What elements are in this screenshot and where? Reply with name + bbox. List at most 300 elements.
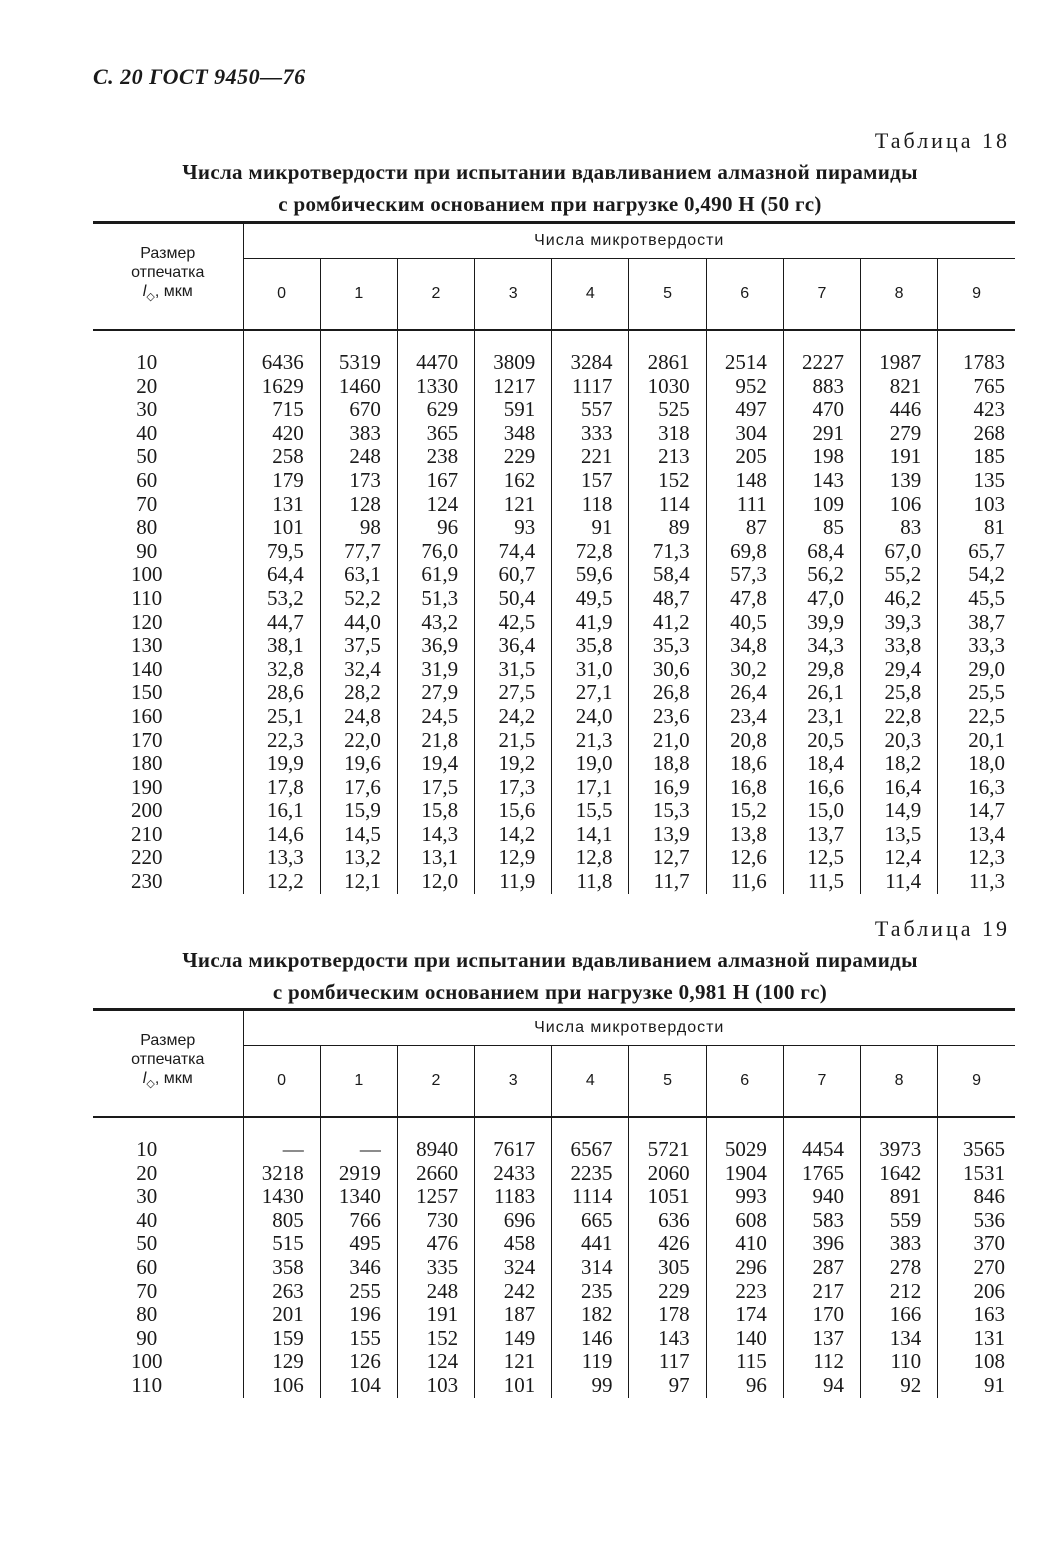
size-header-line3	[93, 282, 243, 307]
hardness-value-cell: 11,3	[969, 869, 1005, 894]
spacer-cell	[475, 330, 552, 351]
hardness-value-cell: 12,5	[783, 846, 860, 870]
hardness-value-cell: 129	[243, 1350, 320, 1374]
hardness-value-cell: 1114	[552, 1185, 629, 1209]
hardness-value-cell: 23,6	[629, 705, 706, 729]
size-cell: 130	[93, 634, 243, 658]
table-row	[93, 516, 1015, 540]
hardness-value-cell: 91	[984, 1372, 1005, 1397]
hardness-value-cell: 48,7	[629, 587, 706, 611]
hardness-value-cell: 108	[973, 1349, 1005, 1374]
hardness-value-cell: 43,2	[397, 611, 474, 635]
table-row	[93, 493, 1015, 517]
hardness-value-cell: 146	[552, 1327, 629, 1351]
hardness-value-cell: 15,6	[475, 799, 552, 823]
hardness-value-cell: 14,3	[397, 823, 474, 847]
hardness-value-cell: 99	[552, 1374, 629, 1398]
table-row	[93, 1138, 1015, 1162]
hardness-value-cell: 18,0	[968, 751, 1005, 776]
hardness-value-cell: 495	[320, 1232, 397, 1256]
table-row	[93, 1280, 1015, 1304]
hardness-value-cell: —	[320, 1138, 397, 1162]
hardness-value-cell: 370	[973, 1231, 1005, 1256]
hardness-value-cell: 57,3	[706, 563, 783, 587]
hardness-value-cell: 68,4	[783, 540, 860, 564]
size-cell: 40	[93, 1209, 243, 1233]
digit-header: 9	[972, 1072, 982, 1089]
hardness-value-cell: 2660	[397, 1162, 474, 1186]
hardness-value-cell: 21,8	[397, 729, 474, 753]
table-row	[93, 705, 1015, 729]
table-row	[93, 1256, 1015, 1280]
size-cell: 70	[93, 1280, 243, 1304]
hardness-value-cell: 26,4	[706, 681, 783, 705]
size-cell: 20	[93, 1162, 243, 1186]
hardness-value-cell: 20,5	[783, 729, 860, 753]
hardness-value-cell: 134	[861, 1327, 938, 1351]
hardness-value-cell: 140	[706, 1327, 783, 1351]
hardness-value-cell: 13,1	[397, 846, 474, 870]
hardness-value-cell: 20,3	[861, 729, 938, 753]
hardness-value-cell: 198	[783, 445, 860, 469]
size-cell: 170	[93, 729, 243, 753]
hardness-value-cell: 1783	[963, 350, 1005, 374]
hardness-value-cell: 8940	[397, 1138, 474, 1162]
size-cell: 30	[93, 398, 243, 422]
hardness-value-cell: 12,8	[552, 846, 629, 870]
hardness-value-cell: 12,6	[706, 846, 783, 870]
hardness-value-cell: 213	[629, 445, 706, 469]
hardness-value-cell: 143	[783, 469, 860, 493]
hardness-value-cell: 2235	[552, 1162, 629, 1186]
table-18-title-line1: Числа микротвердости при испытании вдавливанием алмазной пирамиды	[182, 160, 918, 184]
spacer-cell	[320, 330, 397, 351]
hardness-value-cell: 101	[475, 1374, 552, 1398]
hardness-value-cell: 940	[783, 1185, 860, 1209]
hardness-value-cell: 16,9	[629, 776, 706, 800]
hardness-value-cell: 173	[320, 469, 397, 493]
hardness-value-cell: 157	[552, 469, 629, 493]
hardness-value-cell: 112	[783, 1350, 860, 1374]
hardness-value-cell: 85	[783, 516, 860, 540]
hardness-value-cell: 25,5	[968, 680, 1005, 705]
size-cell: 180	[93, 752, 243, 776]
digit-header: 2	[397, 259, 474, 331]
digit-header: 5	[629, 1046, 706, 1118]
hardness-value-cell: 29,8	[783, 658, 860, 682]
hardness-value-cell: 212	[861, 1280, 938, 1304]
digit-header: 8	[861, 1046, 938, 1118]
hardness-value-cell: 33,3	[968, 633, 1005, 658]
hardness-value-cell: 636	[629, 1209, 706, 1233]
table-row	[93, 1209, 1015, 1233]
hardness-value-cell: 21,0	[629, 729, 706, 753]
hardness-value-cell: 17,1	[552, 776, 629, 800]
table-row	[93, 445, 1015, 469]
size-cell: 190	[93, 776, 243, 800]
size-symbol: l	[142, 1070, 147, 1087]
hardness-value-cell: 36,4	[475, 634, 552, 658]
table-18-title	[90, 156, 1010, 220]
header-separator	[93, 330, 1015, 351]
spacer-cell	[320, 1117, 397, 1138]
hardness-value-cell: 74,4	[475, 540, 552, 564]
hardness-value-cell: 50,4	[475, 587, 552, 611]
size-column-header	[93, 1010, 243, 1118]
hardness-value-cell: 47,8	[706, 587, 783, 611]
table-row	[93, 870, 1015, 894]
hardness-value-cell: 291	[783, 422, 860, 446]
hardness-value-cell: 37,5	[320, 634, 397, 658]
hardness-value-cell: 1460	[320, 375, 397, 399]
hardness-value-cell: 557	[552, 398, 629, 422]
hardness-value-cell: 61,9	[397, 563, 474, 587]
size-cell: 50	[93, 1232, 243, 1256]
hardness-value-cell: 2227	[783, 351, 860, 375]
hardness-value-cell: 18,2	[861, 752, 938, 776]
digit-header: 3	[475, 259, 552, 331]
hardness-value-cell: 30,6	[629, 658, 706, 682]
hardness-value-cell: 559	[861, 1209, 938, 1233]
hardness-value-cell: 31,9	[397, 658, 474, 682]
size-cell: 10	[93, 1138, 243, 1162]
hardness-value-cell: 23,1	[783, 705, 860, 729]
hardness-value-cell: 365	[397, 422, 474, 446]
hardness-value-cell: 19,2	[475, 752, 552, 776]
hardness-value-cell: 1629	[243, 375, 320, 399]
digit-header: 2	[397, 1046, 474, 1118]
hardness-value-cell: 242	[475, 1280, 552, 1304]
spacer-cell	[552, 1117, 629, 1138]
header-row	[93, 1010, 1015, 1046]
hardness-value-cell: 18,8	[629, 752, 706, 776]
digit-header: 0	[243, 1046, 320, 1118]
table-row	[93, 846, 1015, 870]
size-header-line2: отпечатка	[131, 1051, 205, 1068]
hardness-value-cell: 446	[861, 398, 938, 422]
spacer-cell	[552, 330, 629, 351]
hardness-value-cell: 109	[783, 493, 860, 517]
hardness-value-cell: 670	[320, 398, 397, 422]
hardness-value-cell: 15,3	[629, 799, 706, 823]
hardness-value-cell: 11,6	[706, 870, 783, 894]
hardness-value-cell: 128	[320, 493, 397, 517]
hardness-value-cell: 13,5	[861, 823, 938, 847]
hardness-value-cell: 287	[783, 1256, 860, 1280]
hardness-value-cell: 1051	[629, 1185, 706, 1209]
table-row	[93, 1350, 1015, 1374]
hardness-value-cell: 179	[243, 469, 320, 493]
hardness-value-cell: 730	[397, 1209, 474, 1233]
hardness-value-cell: 45,5	[968, 585, 1005, 610]
hardness-value-cell: 346	[320, 1256, 397, 1280]
spacer-cell	[706, 1117, 783, 1138]
hardness-value-cell: 67,0	[861, 540, 938, 564]
hardness-value-cell: 97	[629, 1374, 706, 1398]
hardness-value-cell: 52,2	[320, 587, 397, 611]
spacer-cell	[706, 330, 783, 351]
size-cell: 220	[93, 846, 243, 870]
hardness-value-cell: 821	[861, 375, 938, 399]
hardness-value-cell: 115	[706, 1350, 783, 1374]
hardness-value-cell: 22,0	[320, 729, 397, 753]
hardness-value-cell: 159	[243, 1327, 320, 1351]
hardness-value-cell: 3284	[552, 351, 629, 375]
hardness-value-cell: 7617	[475, 1138, 552, 1162]
spacer-cell	[397, 330, 474, 351]
hardness-value-cell: 16,6	[783, 776, 860, 800]
table-row	[93, 587, 1015, 611]
hardness-value-cell: 229	[475, 445, 552, 469]
hardness-value-cell: 53,2	[243, 587, 320, 611]
page-header: С. 20 ГОСТ 9450—76	[93, 64, 306, 89]
hardness-value-cell: 106	[861, 493, 938, 517]
hardness-value-cell: 34,8	[706, 634, 783, 658]
hardness-value-cell: 24,0	[552, 705, 629, 729]
hardness-value-cell: 124	[397, 1350, 474, 1374]
hardness-value-cell: 14,5	[320, 823, 397, 847]
hardness-value-cell: 3809	[475, 351, 552, 375]
hardness-value-cell: 27,5	[475, 681, 552, 705]
hardness-value-cell: 19,4	[397, 752, 474, 776]
hardness-value-cell: 4454	[783, 1138, 860, 1162]
spacer-cell	[397, 1117, 474, 1138]
size-cell: 70	[93, 493, 243, 517]
hardness-value-cell: 13,7	[783, 823, 860, 847]
hardness-value-cell: 11,5	[783, 870, 860, 894]
hardness-value-cell: 12,9	[475, 846, 552, 870]
hardness-value-cell: 36,9	[397, 634, 474, 658]
hardness-value-cell: 14,2	[475, 823, 552, 847]
hardness-value-cell: 13,3	[243, 846, 320, 870]
hardness-value-cell: 24,2	[475, 705, 552, 729]
hardness-value-cell: 1257	[397, 1185, 474, 1209]
hardness-value-cell: 16,1	[243, 799, 320, 823]
hardness-value-cell: 324	[475, 1256, 552, 1280]
digit-header: 4	[552, 1046, 629, 1118]
hardness-value-cell: 13,4	[968, 821, 1005, 846]
hardness-value-cell: 229	[629, 1280, 706, 1304]
size-cell: 50	[93, 445, 243, 469]
hardness-value-cell: 22,8	[861, 705, 938, 729]
hardness-value-cell: 51,3	[397, 587, 474, 611]
hardness-value-cell: 426	[629, 1232, 706, 1256]
table-row	[93, 469, 1015, 493]
hardness-value-cell: 23,4	[706, 705, 783, 729]
group-header: Числа микротвердости	[243, 1010, 1015, 1046]
digit-header: 0	[243, 259, 320, 331]
hardness-value-cell: 131	[973, 1325, 1005, 1350]
hardness-value-cell: 16,8	[706, 776, 783, 800]
hardness-value-cell: 305	[629, 1256, 706, 1280]
spacer-cell	[93, 330, 243, 351]
hardness-value-cell: 1765	[783, 1162, 860, 1186]
hardness-value-cell: 137	[783, 1327, 860, 1351]
hardness-value-cell: 410	[706, 1232, 783, 1256]
size-unit: , мкм	[154, 283, 193, 300]
hardness-value-cell: 162	[475, 469, 552, 493]
hardness-value-cell: 18,4	[783, 752, 860, 776]
hardness-value-cell: 2514	[706, 351, 783, 375]
spacer-cell	[475, 1117, 552, 1138]
size-cell: 210	[93, 823, 243, 847]
hardness-value-cell: 24,8	[320, 705, 397, 729]
size-cell: 100	[93, 1350, 243, 1374]
table-row	[93, 540, 1015, 564]
size-cell: 10	[93, 351, 243, 375]
hardness-value-cell: 79,5	[243, 540, 320, 564]
spacer-cell	[861, 1117, 938, 1138]
digit-header: 7	[783, 1046, 860, 1118]
hardness-value-cell: 1987	[861, 351, 938, 375]
hardness-value-cell: 278	[861, 1256, 938, 1280]
size-cell: 20	[93, 375, 243, 399]
table-row	[93, 563, 1015, 587]
hardness-value-cell: 883	[783, 375, 860, 399]
hardness-value-cell: 5721	[629, 1138, 706, 1162]
hardness-value-cell: 6436	[243, 351, 320, 375]
hardness-value-cell: 87	[706, 516, 783, 540]
hardness-value-cell: 167	[397, 469, 474, 493]
size-cell: 80	[93, 516, 243, 540]
digit-header: 6	[706, 259, 783, 331]
hardness-value-cell: 2060	[629, 1162, 706, 1186]
hardness-value-cell: 348	[475, 422, 552, 446]
digit-header: 5	[629, 259, 706, 331]
hardness-value-cell: 14,7	[968, 798, 1005, 823]
hardness-value-cell: 17,8	[243, 776, 320, 800]
hardness-value-cell: 629	[397, 398, 474, 422]
hardness-value-cell: 15,2	[706, 799, 783, 823]
digit-header: 1	[320, 1046, 397, 1118]
hardness-value-cell: 5319	[320, 351, 397, 375]
hardness-value-cell: 103	[973, 491, 1005, 516]
spacer-cell	[629, 330, 706, 351]
hardness-value-cell: 221	[552, 445, 629, 469]
header-separator	[93, 1117, 1015, 1138]
hardness-value-cell: 131	[243, 493, 320, 517]
table-row	[93, 823, 1015, 847]
size-cell: 230	[93, 870, 243, 894]
table-row	[93, 799, 1015, 823]
digit-header: 3	[475, 1046, 552, 1118]
hardness-value-cell: 41,9	[552, 611, 629, 635]
hardness-value-cell: 187	[475, 1303, 552, 1327]
hardness-value-cell: 30,2	[706, 658, 783, 682]
hardness-value-cell: —	[243, 1138, 320, 1162]
hardness-value-cell: 805	[243, 1209, 320, 1233]
hardness-value-cell: 766	[320, 1209, 397, 1233]
table-row	[93, 776, 1015, 800]
hardness-value-cell: 14,1	[552, 823, 629, 847]
table-19	[93, 1008, 1015, 1398]
hardness-value-cell: 26,8	[629, 681, 706, 705]
hardness-value-cell: 12,1	[320, 870, 397, 894]
hardness-value-cell: 1183	[475, 1185, 552, 1209]
hardness-value-cell: 93	[475, 516, 552, 540]
hardness-value-cell: 1430	[243, 1185, 320, 1209]
table-row	[93, 1303, 1015, 1327]
size-cell: 30	[93, 1185, 243, 1209]
hardness-value-cell: 185	[973, 444, 1005, 469]
hardness-value-cell: 14,6	[243, 823, 320, 847]
table-19-title-line1: Числа микротвердости при испытании вдавливанием алмазной пирамиды	[182, 948, 918, 972]
digit-header: 6	[706, 1046, 783, 1118]
size-header-line2: отпечатка	[131, 264, 205, 281]
hardness-value-cell: 121	[475, 493, 552, 517]
hardness-value-cell: 19,9	[243, 752, 320, 776]
hardness-value-cell: 38,1	[243, 634, 320, 658]
table-row	[93, 1374, 1015, 1398]
hardness-value-cell: 33,8	[861, 634, 938, 658]
header-row	[93, 223, 1015, 259]
hardness-value-cell: 14,9	[861, 799, 938, 823]
hardness-value-cell: 114	[629, 493, 706, 517]
size-column-header	[93, 223, 243, 331]
size-cell: 40	[93, 422, 243, 446]
size-cell: 200	[93, 799, 243, 823]
hardness-value-cell: 223	[706, 1280, 783, 1304]
table-18-label: Таблица 18	[874, 128, 1010, 153]
hardness-value-cell: 383	[320, 422, 397, 446]
hardness-value-cell: 11,7	[629, 870, 706, 894]
hardness-value-cell: 3218	[243, 1162, 320, 1186]
hardness-value-cell: 76,0	[397, 540, 474, 564]
hardness-value-cell: 318	[629, 422, 706, 446]
hardness-value-cell: 6567	[552, 1138, 629, 1162]
hardness-value-cell: 111	[706, 493, 783, 517]
hardness-value-cell: 515	[243, 1232, 320, 1256]
table-row	[93, 1162, 1015, 1186]
hardness-value-cell: 13,9	[629, 823, 706, 847]
table-row	[93, 1185, 1015, 1209]
hardness-value-cell: 25,1	[243, 705, 320, 729]
hardness-value-cell: 31,5	[475, 658, 552, 682]
hardness-value-cell: 44,7	[243, 611, 320, 635]
table-18-title-line2: с ромбическим основанием при нагрузке 0,490 Н (50 гс)	[278, 192, 822, 216]
hardness-value-cell: 191	[861, 445, 938, 469]
spacer-cell	[861, 330, 938, 351]
hardness-value-cell: 270	[973, 1254, 1005, 1279]
hardness-value-cell: 11,8	[552, 870, 629, 894]
hardness-value-cell: 27,9	[397, 681, 474, 705]
hardness-value-cell: 92	[861, 1374, 938, 1398]
hardness-value-cell: 60,7	[475, 563, 552, 587]
hardness-value-cell: 470	[783, 398, 860, 422]
table-row	[93, 1327, 1015, 1351]
digit-header: 4	[552, 259, 629, 331]
size-header-line3	[93, 1069, 243, 1094]
hardness-value-cell: 47,0	[783, 587, 860, 611]
hardness-value-cell: 608	[706, 1209, 783, 1233]
hardness-value-cell: 2861	[629, 351, 706, 375]
hardness-value-cell: 1904	[706, 1162, 783, 1186]
digit-header: 1	[320, 259, 397, 331]
hardness-value-cell: 18,6	[706, 752, 783, 776]
hardness-value-cell: 235	[552, 1280, 629, 1304]
hardness-value-cell: 263	[243, 1280, 320, 1304]
spacer-cell	[783, 330, 860, 351]
size-cell: 90	[93, 540, 243, 564]
hardness-value-cell: 205	[706, 445, 783, 469]
hardness-value-cell: 59,6	[552, 563, 629, 587]
hardness-value-cell: 993	[706, 1185, 783, 1209]
hardness-value-cell: 26,1	[783, 681, 860, 705]
hardness-value-cell: 174	[706, 1303, 783, 1327]
hardness-value-cell: 27,1	[552, 681, 629, 705]
hardness-value-cell: 12,7	[629, 846, 706, 870]
hardness-value-cell: 1330	[397, 375, 474, 399]
